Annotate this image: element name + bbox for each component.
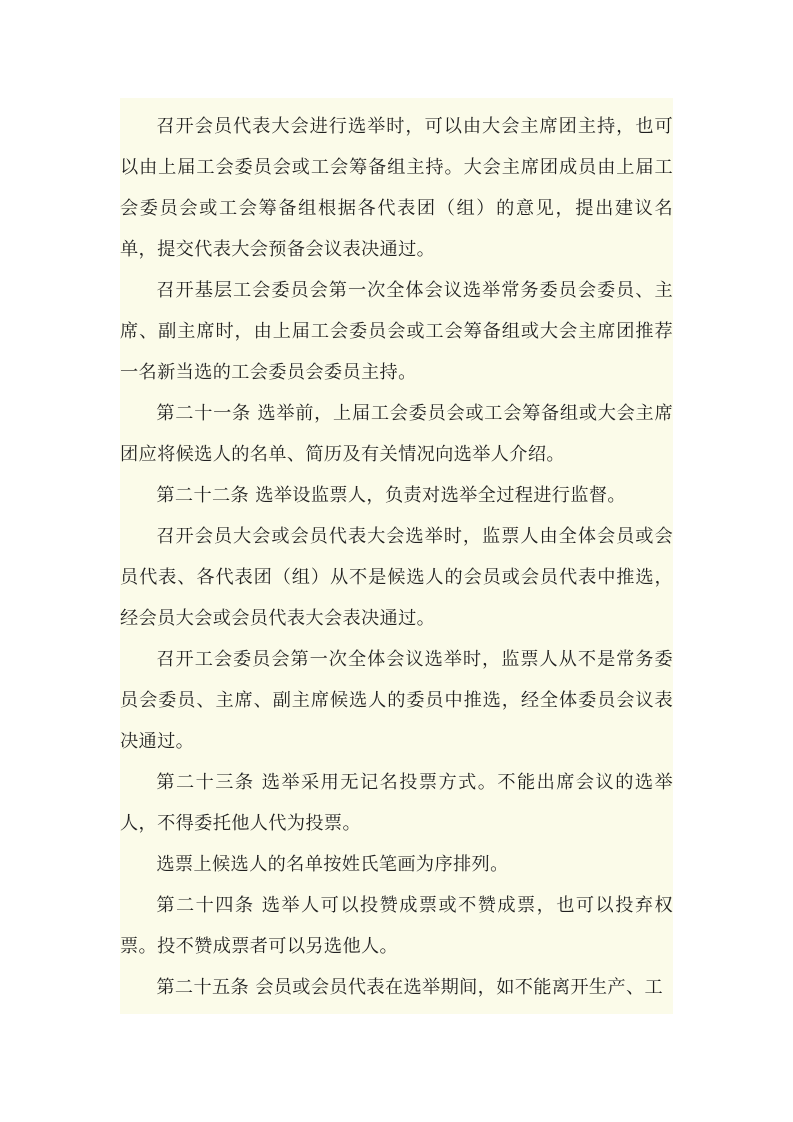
- paragraph-8: 选票上候选人的名单按姓氏笔画为序排列。: [156, 854, 509, 875]
- paragraph-10: 第二十五条 会员或会员代表在选举期间，如不能离开生产、工: [156, 977, 664, 998]
- document-text-block: [120, 98, 673, 1014]
- paragraph-9: 第二十四条 选举人可以投赞成票或不赞成票，也可以投弃权票。投不赞成票者可以另选他人。: [120, 895, 673, 957]
- paragraph-5: 召开会员大会或会员代表大会选举时，监票人由全体会员或会员代表、各代表团（组）从不是候选人的会员或会员代表中推选，经会员大会或会员代表大会表决通过。: [120, 526, 673, 629]
- paragraph-4: 第二十二条 选举设监票人，负责对选举全过程进行监督。: [156, 485, 626, 506]
- paragraph-2: 召开基层工会委员会第一次全体会议选举常务委员会委员、主席、副主席时，由上届工会委员会或工会筹备组或大会主席团推荐一名新当选的工会委员会委员主持。: [120, 280, 673, 383]
- paragraph-6: 召开工会委员会第一次全体会议选举时，监票人从不是常务委员会委员、主席、副主席候选人的委员中推选，经全体委员会议表决通过。: [120, 649, 673, 752]
- paragraph-7: 第二十三条 选举采用无记名投票方式。不能出席会议的选举人，不得委托他人代为投票。: [120, 772, 673, 834]
- paragraph-1: 召开会员代表大会进行选举时，可以由大会主席团主持，也可以由上届工会委员会或工会筹备组主持。大会主席团成员由上届工会委员会或工会筹备组根据各代表团（组）的意见，提出建议名单，提交代表大会预备会议表决通过。: [120, 116, 673, 260]
- paragraph-3: 第二十一条 选举前，上届工会委员会或工会筹备组或大会主席团应将候选人的名单、简历及有关情况向选举人介绍。: [120, 403, 673, 465]
